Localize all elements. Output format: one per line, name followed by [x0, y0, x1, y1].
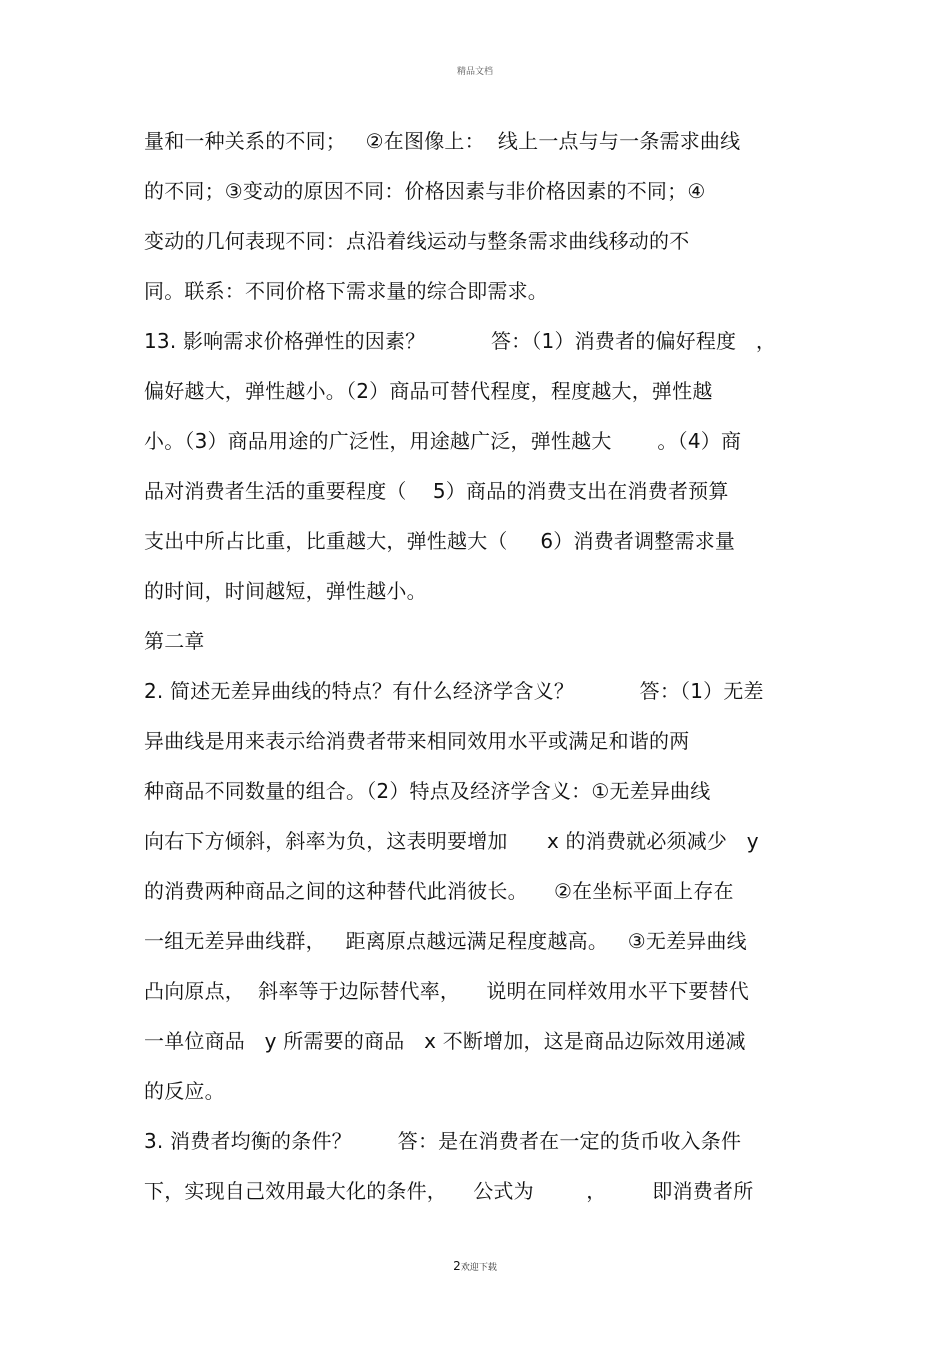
body-line: 的反应。: [144, 1079, 225, 1103]
body-line: 异曲线是用来表示给消费者带来相同效用水平或满足和谐的两: [144, 729, 690, 753]
body-line: 品对消费者生活的重要程度（ 5）商品的消费支出在消费者预算: [144, 479, 729, 503]
page-number: 2: [453, 1259, 461, 1273]
body-line: 的不同；③变动的原因不同：价格因素与非价格因素的不同；④: [144, 179, 706, 203]
body-line: 种商品不同数量的组合。（2）特点及经济学含义：①无差异曲线: [144, 779, 711, 803]
body-line: 3. 消费者均衡的条件？ 答：是在消费者在一定的货币收入条件: [144, 1129, 742, 1153]
body-line: 支出中所占比重，比重越大，弹性越大（ 6）消费者调整需求量: [144, 529, 736, 553]
body-line: 凸向原点， 斜率等于边际替代率， 说明在同样效用水平下要替代: [144, 979, 749, 1003]
footer-text: 欢迎下载: [460, 1263, 497, 1273]
body-line: 2. 简述无差异曲线的特点？有什么经济学含义？ 答：（1）无差: [144, 679, 764, 703]
page-header: 精品文档: [456, 67, 493, 77]
body-line: 量和一种关系的不同； ②在图像上： 线上一点与与一条需求曲线: [144, 129, 741, 153]
body-line: 13. 影响需求价格弹性的因素？ 答：（1）消费者的偏好程度 ，: [144, 329, 777, 353]
section-heading: 第二章: [144, 629, 205, 653]
body-line: 的消费两种商品之间的这种替代此消彼长。 ②在坐标平面上存在: [144, 879, 734, 903]
body-line: 下，实现自己效用最大化的条件， 公式为 ， 即消费者所: [144, 1179, 754, 1203]
body-line: 同。联系：不同价格下需求量的综合即需求。: [144, 279, 548, 303]
body-line: 小。（3）商品用途的广泛性，用途越广泛，弹性越大 。（4）商: [144, 429, 742, 453]
body-line: 偏好越大，弹性越小。（2）商品可替代程度，程度越大，弹性越: [144, 379, 713, 403]
page-footer: [0, 1259, 950, 1273]
body-line: 的时间，时间越短，弹性越小。: [144, 579, 427, 603]
body-line: 一单位商品 y 所需要的商品 x 不断增加，这是商品边际效用递减: [144, 1029, 746, 1053]
body-line: 一组无差异曲线群， 距离原点越远满足程度越高。 ③无差异曲线: [144, 929, 747, 953]
body-line: 变动的几何表现不同：点沿着线运动与整条需求曲线移动的不: [144, 229, 690, 253]
body-line: 向右下方倾斜，斜率为负，这表明要增加 x 的消费就必须减少 y: [144, 829, 759, 853]
